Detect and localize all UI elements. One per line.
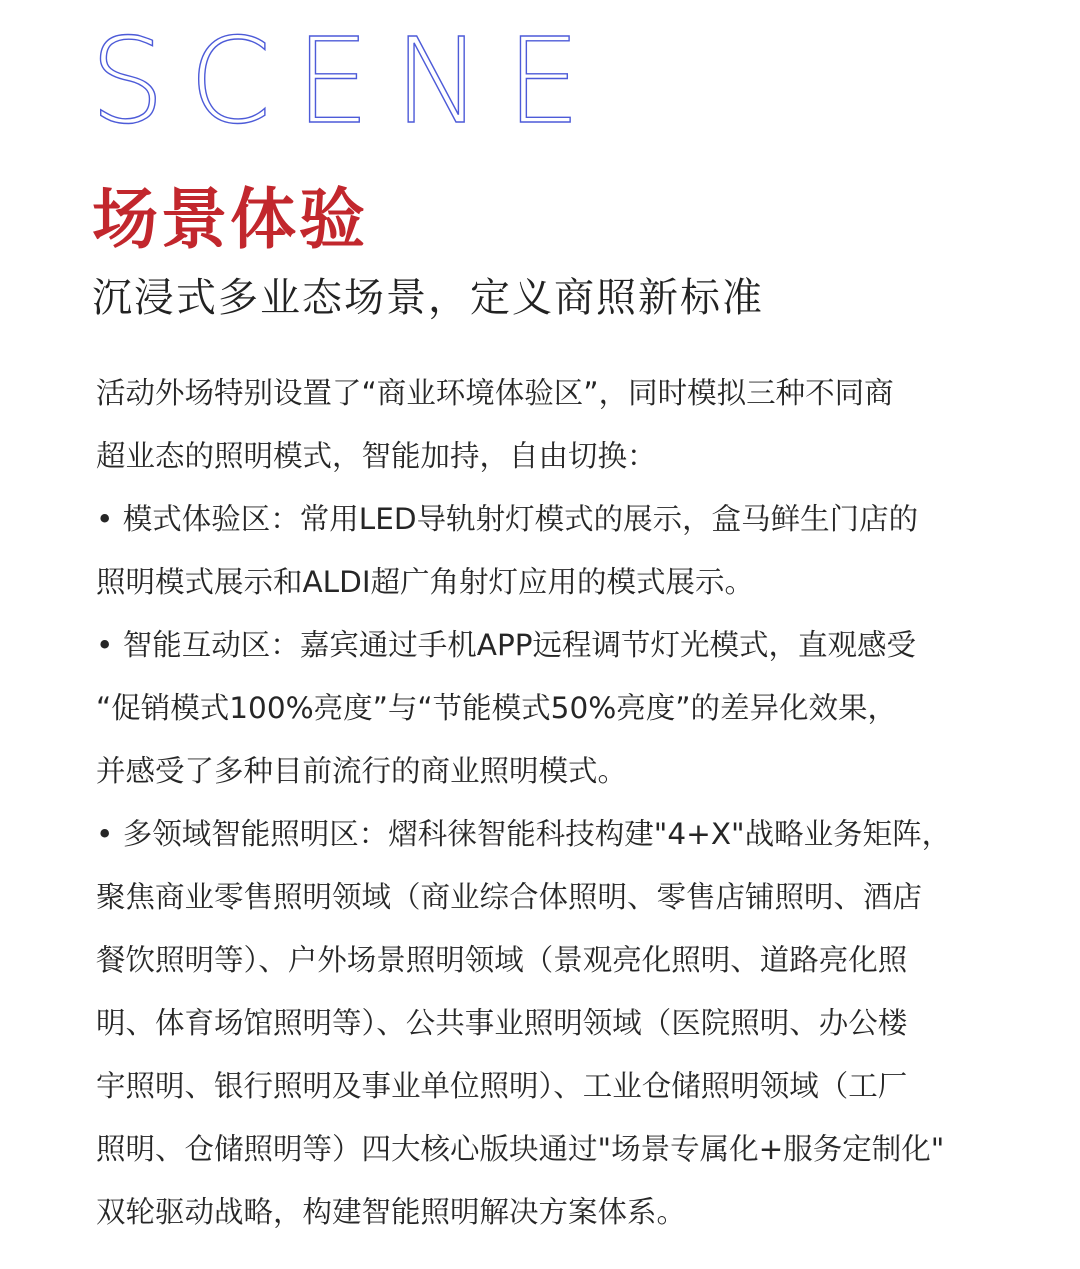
- body-line: 照明模式展示和ALDI超广角射灯应用的模式展示。: [96, 565, 755, 599]
- body-line: 并感受了多种目前流行的商业照明模式。: [96, 754, 628, 788]
- scene-outline-text: SCENE: [90, 12, 605, 150]
- section-subtitle: 沉浸式多业态场景，定义商照新标准: [92, 275, 764, 321]
- scene-outline-svg: [84, 12, 605, 150]
- body-line: • 智能互动区：嘉宾通过手机APP远程调节灯光模式，直观感受: [96, 628, 917, 662]
- body-line: 宇照明、银行照明及事业单位照明）、工业仓储照明领域（工厂: [96, 1069, 908, 1103]
- body-line: 餐饮照明等）、户外场景照明领域（景观亮化照明、道路亮化照: [96, 943, 908, 977]
- body-line: • 多领域智能照明区：熠科徕智能科技构建"4+X"战略业务矩阵，: [96, 817, 952, 851]
- scene-outline-heading: [84, 12, 605, 150]
- body-line: 照明、仓储照明等）四大核心版块通过"场景专属化+服务定制化": [96, 1132, 945, 1166]
- body-line: 明、体育场馆照明等）、公共事业照明领域（医院照明、办公楼: [96, 1006, 908, 1040]
- body-line: • 模式体验区：常用LED导轨射灯模式的展示，盒马鲜生门店的: [96, 502, 919, 536]
- article-body: [96, 362, 996, 1244]
- body-line: 双轮驱动战略，构建智能照明解决方案体系。: [96, 1195, 687, 1229]
- body-line: 聚焦商业零售照明领域（商业综合体照明、零售店铺照明、酒店: [96, 880, 923, 914]
- section-title: 场景体验: [92, 181, 368, 258]
- body-line: 超业态的照明模式，智能加持，自由切换：: [96, 439, 657, 473]
- body-line: 活动外场特别设置了“商业环境体验区”，同时模拟三种不同商: [96, 376, 894, 410]
- body-line: “促销模式100%亮度”与“节能模式50%亮度”的差异化效果，: [96, 691, 898, 725]
